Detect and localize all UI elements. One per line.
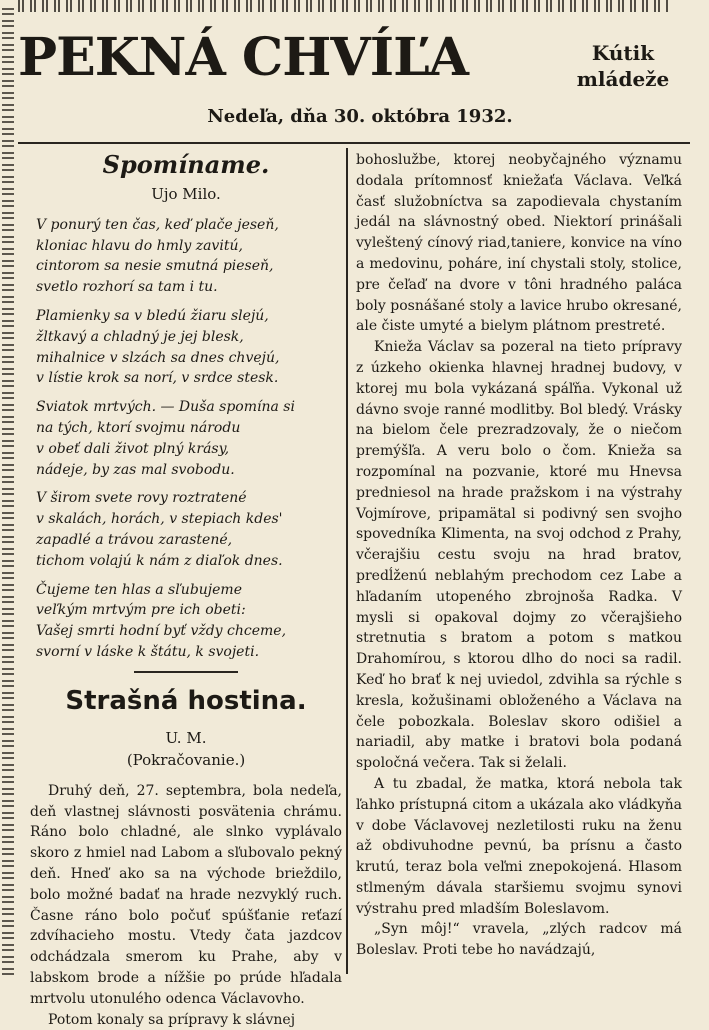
poem-line: Vašej smrti hodní byť vždy chceme, (36, 621, 342, 642)
column-divider (346, 148, 348, 974)
poem-line: Čujeme ten hlas a sľubujeme (36, 580, 342, 601)
left-column (30, 150, 342, 1030)
story-paragraph: „Syn môj!“ vravela, „zlých radcov má Boleslav. Proti tebe ho navádzajú, (356, 919, 682, 961)
poem-stanza (36, 215, 342, 298)
poem-line: V širom svete rovy roztratené (36, 488, 342, 509)
poem-line: kloniac hlavu do hmly zavitú, (36, 236, 342, 257)
poem-line: v lístie krok sa norí, v srdce stesk. (36, 368, 342, 389)
poem-line: V ponurý ten čas, keď plače jeseň, (36, 215, 342, 236)
poem-stanza (36, 397, 342, 480)
poem-stanza (36, 488, 342, 571)
story-paragraph: Knieža Václav sa pozeral na tieto prípravy z úzkeho okienka hlavnej hradnej budovy, v ktorej mu bola vykázaná spáľňa. Vykonal už dávno svoje ranné modlitby. Bol bledý. Vrásky na bielom čele prezradzovaly, že o niečom premýšľa. A veru bolo o čom. Knieža sa rozpomínal na pozvanie, ktoré mu Hnevsa predniesol na hrade pražskom i na výstrahy Vojmírove, pripamätal si podivný sen svojho spovedníka Klimenta, na svoj odchod z Prahy, včerajšiu cestu svoju na hrad bratov, predĺženú neblahým prechodom cez Labe a hľadaním utopeného zbrojnoša Radka. V mysli si opakoval dojmy zo včerajšieho stretnutia s bratom a potom s matkou Drahomírou, s ktorou dlho do noci sa radil. Keď ho brať k nej uviedol, zdvihla sa rýchle s kresla, kožušinami obloženého a Václava na čele pobozkala. Boleslav skoro odišiel a nariadil, aby matke i bratovi bola podaná spoločná večera. Tak si želali. (356, 337, 682, 774)
poem-line: v skalách, horách, v stepiach kdes' (36, 509, 342, 530)
poem-line: nádeje, by zas mal svobodu. (36, 460, 342, 481)
poem-line: tichom volajú k nám z diaľok dnes. (36, 551, 342, 572)
poem-author: Ujo Milo. (30, 184, 342, 205)
poem-stanza (36, 306, 342, 389)
story-paragraph: Druhý deň, 27. septembra, bola nedeľa, deň vlastnej slávnosti posvätenia chrámu. Ráno bolo chladné, ale slnko vyplávalo skoro z hmiel nad Labom a sľubovalo pekný deň. Hneď ako sa na východe brieždilo, bolo možné badať na hrade nezvyklý ruch. Časne ráno bolo počuť spúšťanie reťazí zdvíhacieho mostu. Vtedy čata jazdcov odchádzala smerom ku Prahe, aby v labskom brode a nížšie po prúde hľadala mrtvolu utonulého odenca Václavovho. (30, 781, 342, 1010)
greek-key-border-top (18, 0, 670, 12)
poem-line: zapadlé a trávou zarastené, (36, 530, 342, 551)
story-paragraph: A tu zbadal, že matka, ktorá nebola tak ľahko prístupná citom a ukázala ako vládkyňa v dobe Václavovej nezletilosti ruku na ženu až obdivuhodne pevnú, ba prísnu a často krutú, teraz bola veľmi znepokojená. Hlasom stlmeným dávala staršiemu svojmu synovi výstrahu pred mladším Boleslavom. (356, 774, 682, 920)
poem-line: Sviatok mrtvých. — Duša spomína si (36, 397, 342, 418)
poem-line: Plamienky sa v bledú žiaru slejú, (36, 306, 342, 327)
story-author: U. M. (30, 727, 342, 749)
youth-corner-label (558, 40, 688, 92)
story-title: Strašná hostina. (30, 685, 342, 717)
masthead-title: PEKNÁ CHVÍĽA (18, 22, 554, 94)
greek-key-border-left (2, 8, 14, 976)
poem-stanza (36, 580, 342, 663)
poem-line: cintorom sa nesie smutná pieseň, (36, 256, 342, 277)
story-paragraph: Potom konaly sa prípravy k slávnej (30, 1010, 342, 1030)
poem-title: Spomíname. (30, 150, 342, 180)
poem-line: svetlo rozhorí sa tam i tu. (36, 277, 342, 298)
poem-line: svorní v láske k štátu, k svojeti. (36, 642, 342, 663)
header-rule (18, 142, 690, 144)
story-status: (Pokračovanie.) (30, 749, 342, 771)
poem-line: mihalnice v slzách sa dnes chvejú, (36, 348, 342, 369)
right-column (356, 150, 682, 961)
poem-line: veľkým mrtvým pre ich obeti: (36, 600, 342, 621)
story-paragraph: bohoslužbe, ktorej neobyčajného významu dodala prítomnosť kniežaťa Václava. Veľká časť služobníctva sa zapodievala chystaním jedál na slávnostný obed. Niektorí prinášali vyleštený cínový riad,taniere, konvice na víno a medovinu, poháre, iní chystali stoly, stolice, pre čeľaď na dvore v tôni hradného paláca boly posnášané stoly a lavice hrubo okresané, ale čiste umyté a bielym plátnom prestreté. (356, 150, 682, 337)
corner-line-2: mládeže (558, 66, 688, 92)
corner-line-1: Kútik (558, 40, 688, 66)
poem-line: v obeť dali život plný krásy, (36, 439, 342, 460)
section-divider (134, 671, 238, 673)
poem-line: žltkavý a chladný je jej blesk, (36, 327, 342, 348)
poem-line: na tých, ktorí svojmu národu (36, 418, 342, 439)
issue-date: Nedeľa, dňa 30. októbra 1932. (150, 106, 570, 127)
